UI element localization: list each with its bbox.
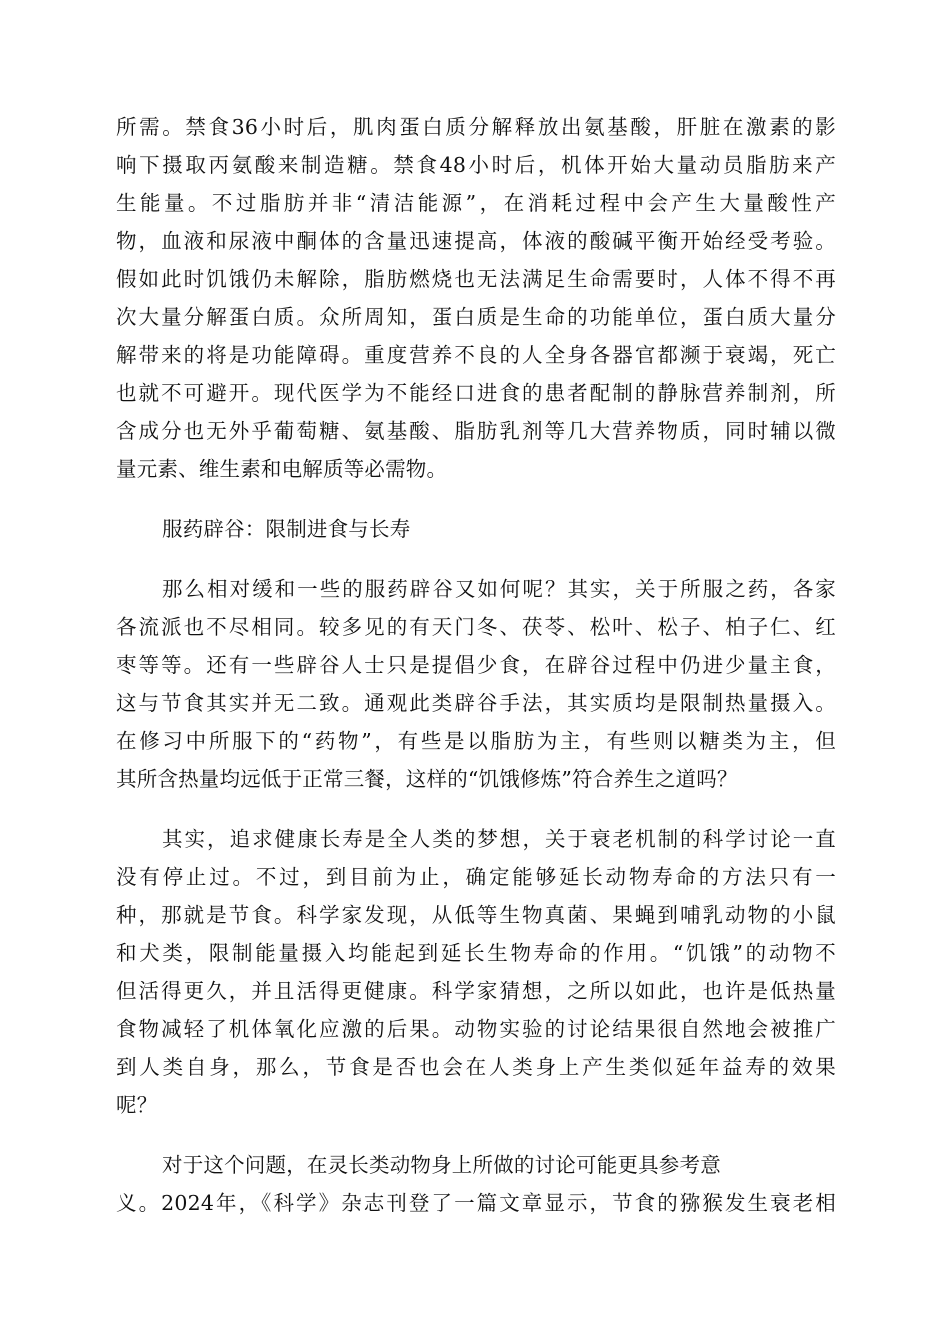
text-line: 响下摄取丙氨酸来制造糖。禁食48小时后，机体开始大量动员脂肪来产 bbox=[116, 153, 836, 177]
text-line: 和犬类，限制能量摄入均能起到延长生物寿命的作用。“饥饿”的动物不 bbox=[116, 941, 836, 965]
text-line: 那么相对缓和一些的服药辟谷又如何呢？其实，关于所服之药，各家 bbox=[162, 577, 836, 601]
text-line: 种，那就是节食。科学家发现，从低等生物真菌、果蝇到哺乳动物的小鼠 bbox=[116, 903, 836, 927]
text-line: 其所含热量均远低于正常三餐，这样的“饥饿修炼”符合养生之道吗？ bbox=[116, 767, 738, 791]
text-line: 生能量。不过脂肪并非“清洁能源”，在消耗过程中会产生大量酸性产 bbox=[116, 191, 836, 215]
text-line: 假如此时饥饿仍未解除，脂肪燃烧也无法满足生命需要时，人体不得不再 bbox=[116, 267, 836, 291]
paragraph-fasting-metabolism bbox=[116, 108, 836, 488]
text-line: 也就不可避开。现代医学为不能经口进食的患者配制的静脉营养制剂，所 bbox=[116, 381, 836, 405]
section-heading bbox=[116, 510, 836, 548]
text-line: 但活得更久，并且活得更健康。科学家猜想，之所以如此，也许是低热量 bbox=[116, 979, 836, 1003]
text-line: 所需。禁食36小时后，肌肉蛋白质分解释放出氨基酸，肝脏在激素的影 bbox=[116, 115, 836, 139]
paragraph-gap bbox=[116, 1124, 836, 1146]
text-line: 枣等等。还有一些辟谷人士只是提倡少食，在辟谷过程中仍进少量主食， bbox=[116, 653, 836, 677]
paragraph-gap bbox=[116, 488, 836, 510]
document-page bbox=[116, 108, 836, 1222]
text-line: 量元素、维生素和电解质等必需物。 bbox=[116, 457, 448, 481]
text-line: 到人类自身，那么，节食是否也会在人类身上产生类似延年益寿的效果 bbox=[116, 1055, 836, 1079]
paragraph-gap bbox=[116, 548, 836, 570]
text-line: 呢？ bbox=[116, 1093, 158, 1117]
text-line: 食物减轻了机体氧化应激的后果。动物实验的讨论结果很自然地会被推广 bbox=[116, 1017, 836, 1041]
paragraph-medicinal-bigu bbox=[116, 570, 836, 798]
text-line: 在修习中所服下的“药物”，有些是以脂肪为主，有些则以糖类为主，但 bbox=[116, 729, 836, 753]
text-line: 次大量分解蛋白质。众所周知，蛋白质是生命的功能单位，蛋白质大量分 bbox=[116, 305, 836, 329]
text-line: 物，血液和尿液中酮体的含量迅速提高，体液的酸碱平衡开始经受考验。 bbox=[116, 229, 836, 253]
text-line: 各流派也不尽相同。较多见的有天门冬、茯苓、松叶、松子、柏子仁、红 bbox=[116, 615, 836, 639]
paragraph-primate-study bbox=[116, 1146, 836, 1222]
text-line: 义。2024年，《科学》杂志刊登了一篇文章显示，节食的猕猴发生衰老相 bbox=[116, 1191, 836, 1215]
text-line: 解带来的将是功能障碍。重度营养不良的人全身各器官都濒于衰竭，死亡 bbox=[116, 343, 836, 367]
text-line: 其实，追求健康长寿是全人类的梦想，关于衰老机制的科学讨论一直 bbox=[162, 827, 836, 851]
text-line: 没有停止过。不过，到目前为止，确定能够延长动物寿命的方法只有一 bbox=[116, 865, 836, 889]
text-line: 这与节食其实并无二致。通观此类辟谷手法，其实质均是限制热量摄入。 bbox=[116, 691, 836, 715]
paragraph-gap bbox=[116, 798, 836, 820]
text-line: 对于这个问题，在灵长类动物身上所做的讨论可能更具参考意 bbox=[162, 1153, 721, 1177]
text-line: 含成分也无外乎葡萄糖、氨基酸、脂肪乳剂等几大营养物质，同时辅以微 bbox=[116, 419, 836, 443]
heading-text: 服药辟谷：限制进食与长寿 bbox=[162, 517, 411, 541]
paragraph-longevity-research bbox=[116, 820, 836, 1124]
